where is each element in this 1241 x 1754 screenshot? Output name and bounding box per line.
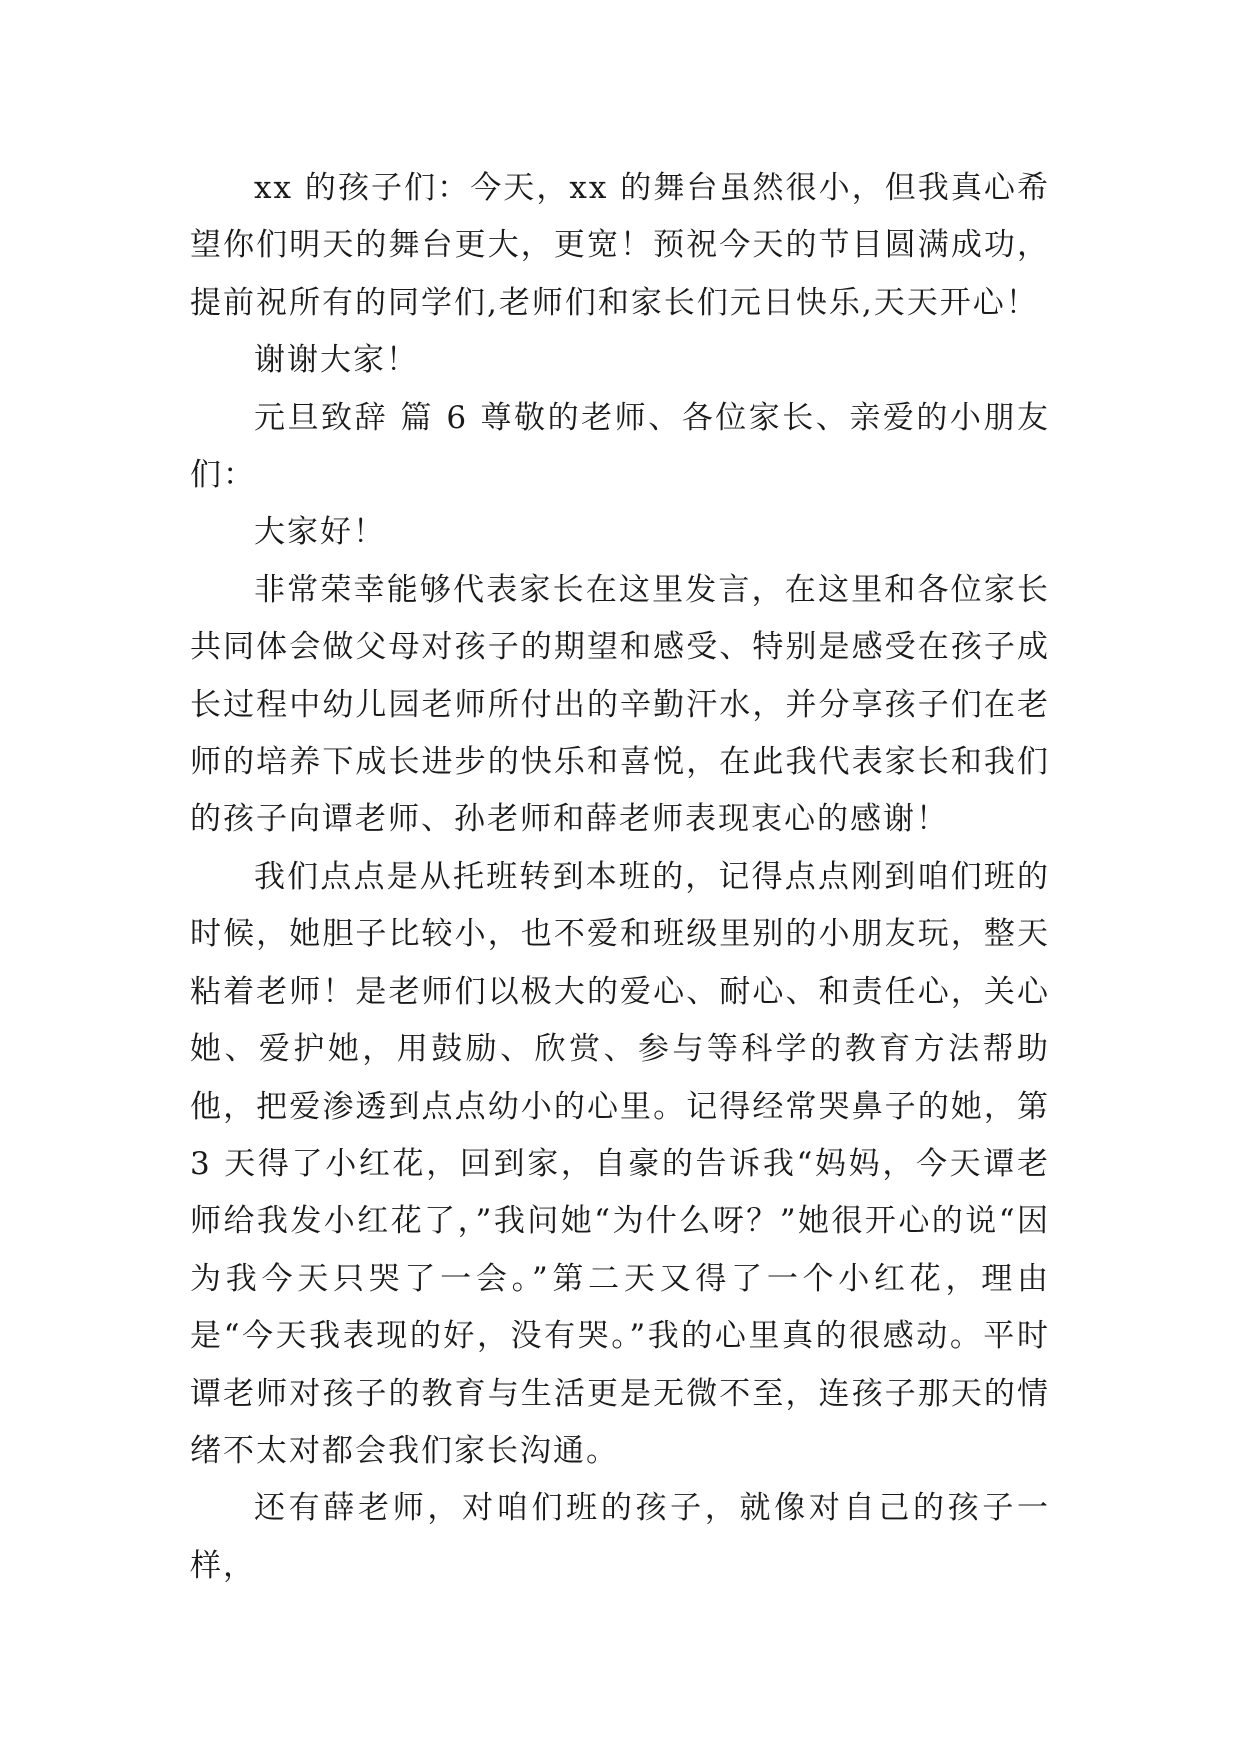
paragraph-greeting: 大家好！ bbox=[254, 514, 386, 551]
paragraph-section-heading: 元旦致辞 篇 6 尊敬的老师、各位家长、亲爱的小朋友们： bbox=[190, 399, 1050, 494]
paragraph-continuation: 还有薛老师，对咱们班的孩子，就像对自己的孩子一样， bbox=[190, 1490, 1050, 1584]
document-body bbox=[190, 160, 1050, 1595]
paragraph-thanks: 谢谢大家！ bbox=[254, 342, 419, 379]
paragraph-introduction: 非常荣幸能够代表家长在这里发言，在这里和各位家长共同体会做父母对孩子的期望和感受、特别是感受在孩子成长过程中幼儿园老师所付出的辛勤汗水，并分享孩子们在老师的培养下成长进步的快乐和喜悦，在此我代表家长和我们的孩子向谭老师、孙老师和薛老师表现衷心的感谢！ bbox=[190, 571, 1050, 838]
paragraph-story: 我们点点是从托班转到本班的，记得点点刚到咱们班的时候，她胆子比较小，也不爱和班级里别的小朋友玩，整天粘着老师！是老师们以极大的爱心、耐心、和责任心，关心她、爱护她，用鼓励、欣赏、参与等科学的教育方法帮助他，把爱渗透到点点幼小的心里。记得经常哭鼻子的她，第 3 天得了小红花，回到家，自豪的告诉我“妈妈，今天谭老师给我发小红花了，”我问她“为什么呀？”她很开心的说“因为我今天只哭了一会。”第二天又得了一个小红花，理由是“今天我表现的好，没有哭。”我的心里真的很感动。平时谭老师对孩子的教育与生活更是无微不至，连孩子那天的情绪不太对都会我们家长沟通。 bbox=[190, 858, 1050, 1469]
paragraph-closing-wishes: xx 的孩子们：今天，xx 的舞台虽然很小，但我真心希望你们明天的舞台更大，更宽！预祝今天的节目圆满成功，提前祝所有的同学们,老师们和家长们元日快乐,天天开心！ bbox=[190, 170, 1050, 321]
